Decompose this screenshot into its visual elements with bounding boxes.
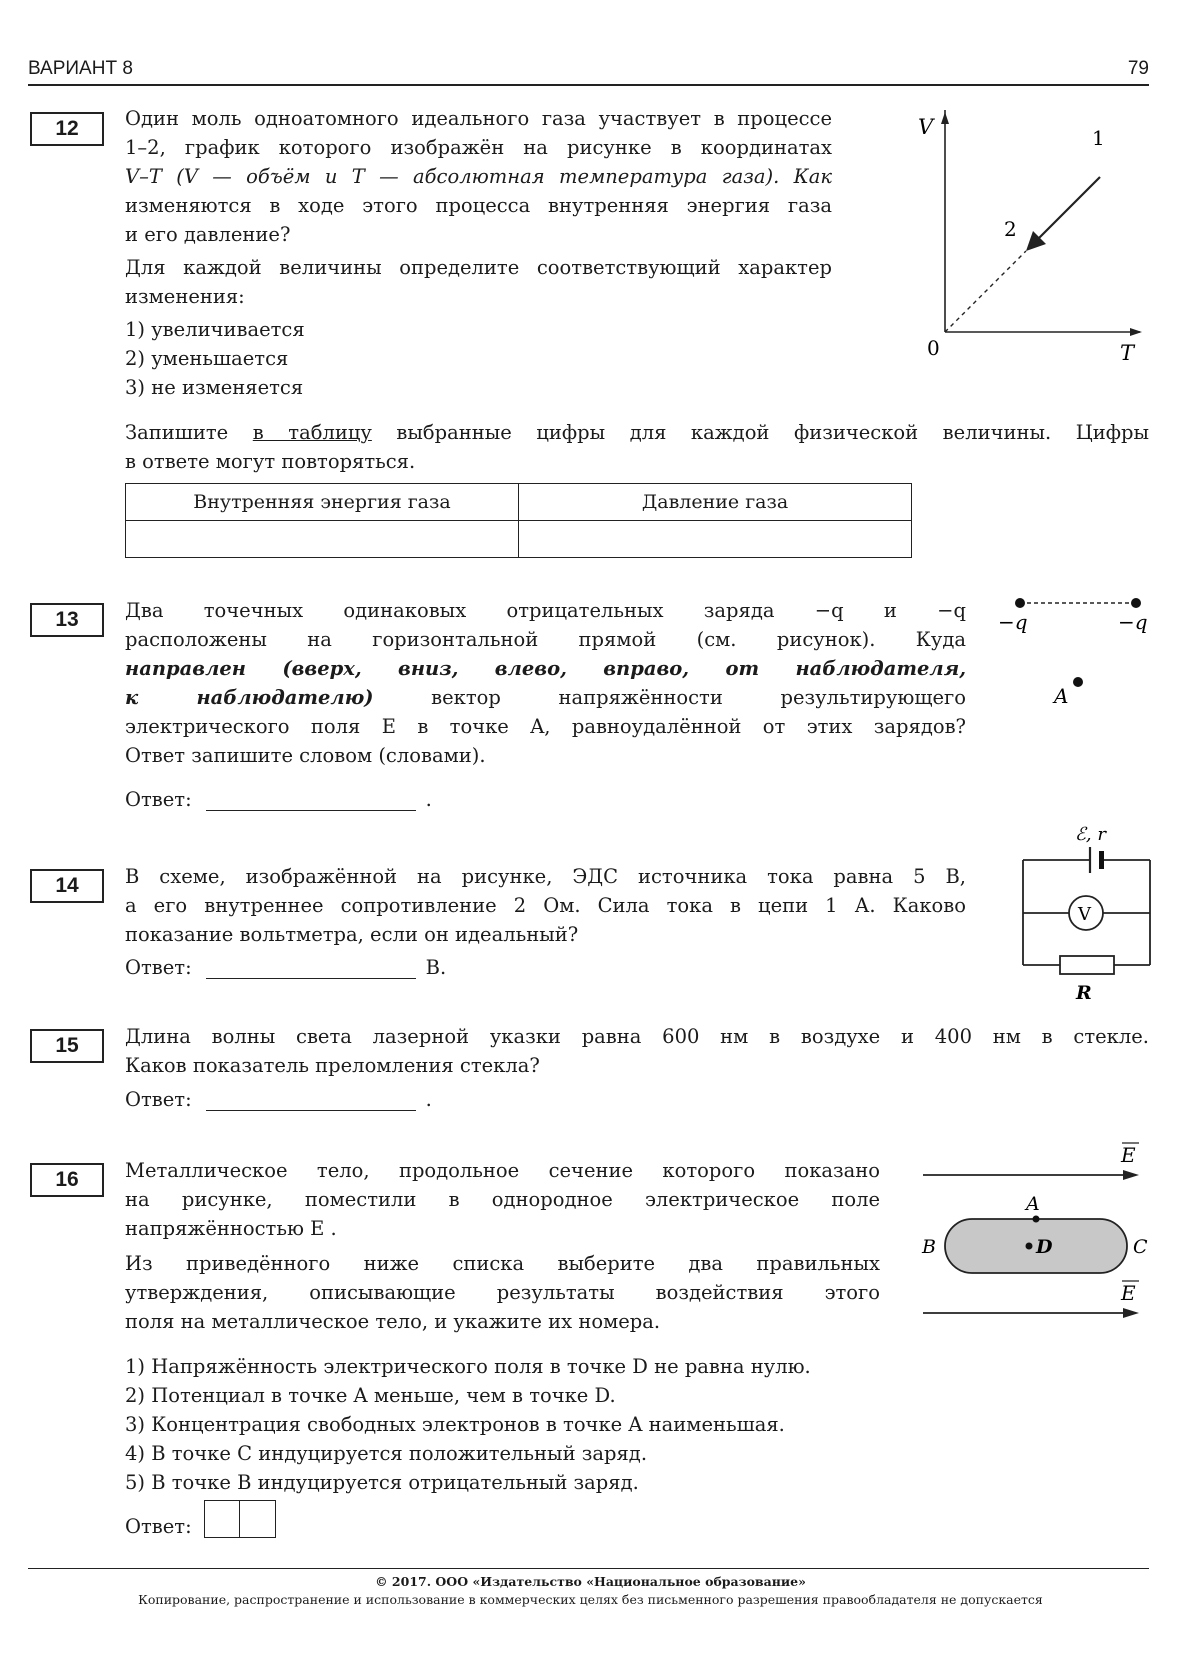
q16-line: Из приведённого ниже списка выберите два правильных [125, 1252, 880, 1275]
q12-option: 3) не изменяется [125, 376, 304, 399]
q13-text [125, 596, 966, 770]
point-a-label: A [1026, 1193, 1040, 1215]
q14-line: а его внутреннее сопротивление 2 Ом. Сила тока в цепи 1 А. Каково [125, 894, 966, 917]
question-number-13: 13 [30, 603, 104, 637]
field-label-top: E [1121, 1143, 1136, 1167]
point-c-label: C [1133, 1236, 1148, 1258]
emf-label: ℰ, r [1075, 825, 1106, 845]
footer-copyright: © 2017. ООО «Издательство «Национальное образование» [375, 1574, 806, 1589]
q12-instr-line2: в ответе могут повторяться. [125, 450, 416, 473]
q12-instruction [125, 418, 1149, 476]
q14-answer-input[interactable] [206, 956, 416, 979]
answer-suffix: . [425, 1088, 432, 1111]
question-number-12: 12 [30, 112, 104, 146]
q16-statement: 4) В точке C индуцируется положительный заряд. [125, 1442, 648, 1465]
field-arrow-icon [1123, 1170, 1139, 1180]
q16-statement: 5) В точке B индуцируется отрицательный заряд. [125, 1471, 639, 1494]
battery-short-plate [1099, 851, 1104, 869]
point-2-label: 2 [1004, 217, 1017, 241]
footer-notice: Копирование, распространение и использование в коммерческих целях без письменного разрешения правообладателя не допускается [138, 1592, 1043, 1607]
q12-line: 1–2, график которого изображён на рисунке в координатах [125, 136, 832, 159]
point-1-label: 1 [1092, 126, 1105, 150]
q13-line: направлен (вверх, вниз, влево, вправо, от наблюдателя, [125, 657, 966, 680]
point-a-dot [1073, 677, 1083, 687]
q13-line: Два точечных одинаковых отрицательных заряда −q и −q [125, 599, 966, 622]
q16-statement: 1) Напряжённость электрического поля в точке D не равна нулю. [125, 1355, 811, 1378]
q13-line: расположены на горизонтальной прямой (см. рисунок). Куда [125, 628, 966, 651]
page-number: 79 [1127, 58, 1149, 79]
t-axis-label: T [1120, 341, 1135, 365]
charge-right-dot [1131, 598, 1141, 608]
charge-left-dot [1015, 598, 1025, 608]
q16-answer-box[interactable] [204, 1500, 240, 1538]
q13-answer-row [125, 788, 432, 811]
question-number-16: 16 [30, 1163, 104, 1197]
q16-answer-row [125, 1500, 276, 1538]
footer-divider [28, 1568, 1149, 1569]
v-axis-arrow-icon [941, 112, 949, 124]
answer-label: Ответ: [125, 956, 192, 979]
answer-label: Ответ: [125, 1088, 192, 1111]
q12-instr-part: Запишите [125, 421, 253, 444]
field-arrow-icon [1123, 1308, 1139, 1318]
answer-unit: В. [425, 956, 447, 979]
field-label-bottom: E [1121, 1281, 1136, 1305]
point-a-dot [1033, 1216, 1040, 1223]
point-a-label: A [1054, 684, 1069, 708]
q12-line: изменения: [125, 285, 245, 308]
q13-charges-figure [990, 590, 1160, 710]
q16-answer-box[interactable] [240, 1500, 276, 1538]
q12-answer-cell[interactable] [519, 521, 912, 558]
charge-right-label: −q [1118, 610, 1148, 634]
charge-left-label: −q [998, 610, 1028, 634]
v-axis-label: V [918, 115, 934, 139]
resistor-icon [1060, 956, 1114, 974]
t-axis-arrow-icon [1130, 328, 1142, 336]
point-d-label: D [1036, 1236, 1053, 1258]
q12-table-header: Давление газа [519, 484, 912, 521]
q14-line: В схеме, изображённой на рисунке, ЭДС источника тока равна 5 В, [125, 865, 966, 888]
q12-text [125, 104, 832, 402]
point-b-label: B [922, 1236, 936, 1258]
answer-suffix: . [425, 788, 432, 811]
q16-statements [125, 1352, 1149, 1497]
q12-answer-table [125, 483, 912, 558]
q12-vt-graph [900, 110, 1150, 370]
q12-instr-underlined: в таблицу [252, 421, 372, 444]
resistor-label: R [1076, 982, 1092, 1004]
q15-answer-row [125, 1088, 432, 1111]
origin-label: 0 [927, 336, 940, 360]
q12-line: и его давление? [125, 223, 291, 246]
voltmeter-label: V [1078, 904, 1091, 925]
q16-statement: 2) Потенциал в точке A меньше, чем в точке D. [125, 1384, 616, 1407]
q12-option: 2) уменьшается [125, 347, 289, 370]
process-line [1036, 177, 1100, 241]
question-number-15: 15 [30, 1029, 104, 1063]
q12-line: Для каждой величины определите соответствующий характер [125, 256, 832, 279]
dashed-extension [945, 251, 1026, 332]
q12-answer-cell[interactable] [126, 521, 519, 558]
q12-line: V–T (V — объём и T — абсолютная температура газа). Как [125, 165, 832, 188]
q13-line: Ответ запишите словом (словами). [125, 744, 486, 767]
q13-bold-part: к наблюдателю) [125, 686, 374, 709]
header-divider [28, 84, 1149, 86]
q16-text [125, 1156, 880, 1336]
answer-label: Ответ: [125, 788, 192, 811]
q12-option: 1) увеличивается [125, 318, 305, 341]
q14-circuit-figure [1015, 825, 1175, 1010]
answer-label: Ответ: [125, 1515, 192, 1538]
q13-line: электрического поля E в точке A, равноудалённой от этих зарядов? [125, 715, 966, 738]
q12-instr-part: выбранные цифры для каждой физической величины. Цифры [371, 421, 1150, 444]
q15-answer-input[interactable] [206, 1088, 416, 1111]
q13-answer-input[interactable] [206, 788, 416, 811]
q13-rest-part: вектор напряжённости результирующего [373, 686, 966, 709]
point-d-dot [1026, 1243, 1033, 1250]
q14-line: показание вольтметра, если он идеальный? [125, 923, 579, 946]
q16-answer-boxes [204, 1500, 276, 1538]
q16-conductor-figure [915, 1135, 1155, 1330]
q15-line: Каков показатель преломления стекла? [125, 1054, 540, 1077]
question-number-14: 14 [30, 869, 104, 903]
variant-label: ВАРИАНТ 8 [28, 58, 133, 79]
q16-line: поля на металлическое тело, и укажите их номера. [125, 1310, 661, 1333]
q16-line: Металлическое тело, продольное сечение которого показано [125, 1159, 880, 1182]
q15-text [125, 1022, 1149, 1080]
q12-options [125, 315, 832, 402]
q12-line: изменяются в ходе этого процесса внутренняя энергия газа [125, 194, 832, 217]
q14-answer-row [125, 956, 446, 979]
q16-line: утверждения, описывающие результаты воздействия этого [125, 1281, 880, 1304]
q12-table-header: Внутренняя энергия газа [126, 484, 519, 521]
q14-text [125, 862, 966, 949]
q15-line: Длина волны света лазерной указки равна 600 нм в воздухе и 400 нм в стекле. [125, 1025, 1149, 1048]
q16-statement: 3) Концентрация свободных электронов в точке A наименьшая. [125, 1413, 785, 1436]
q16-line: напряжённостью E . [125, 1217, 337, 1240]
q12-line: Один моль одноатомного идеального газа участвует в процессе [125, 107, 832, 130]
q16-line: на рисунке, поместили в однородное электрическое поле [125, 1188, 880, 1211]
